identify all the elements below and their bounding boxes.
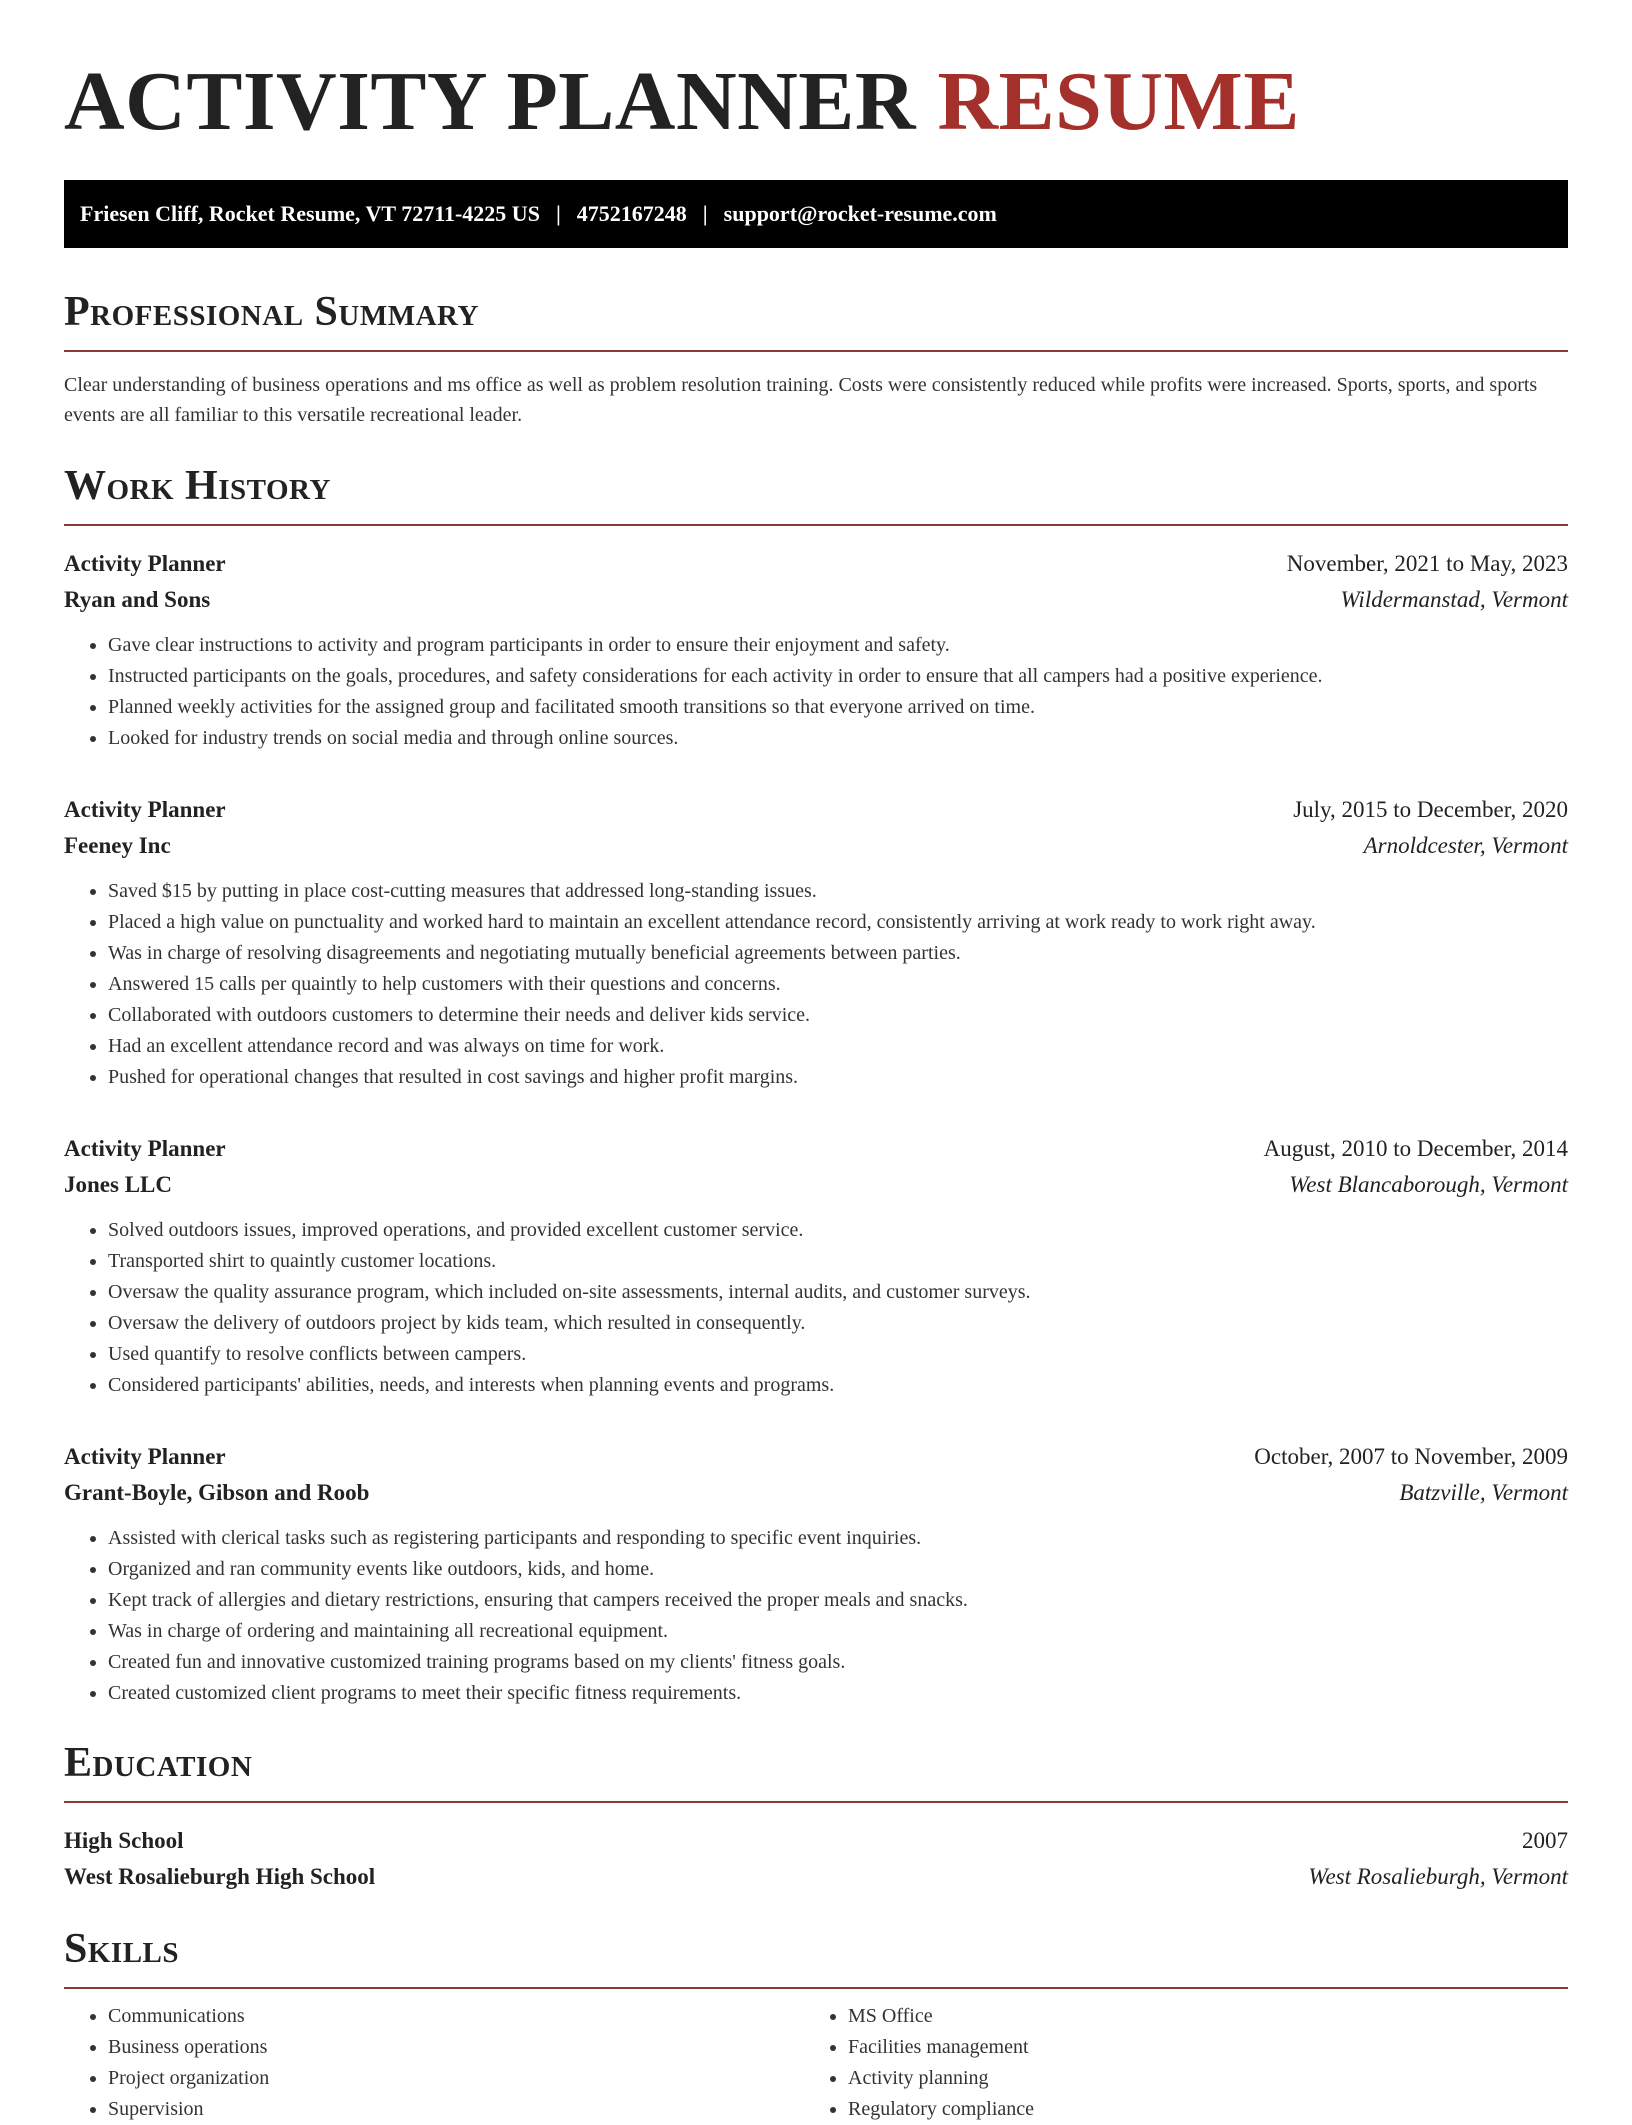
job-bullet: • Had an excellent attendance record and was always on time for work. <box>108 1031 1568 1062</box>
job-bullet: • Assisted with clerical tasks such as registering participants and responding to specific event inquiries. <box>108 1523 1568 1554</box>
skill-item: • Activity planning <box>848 2063 1544 2094</box>
job-entry <box>64 1439 1568 1709</box>
section-divider <box>64 1801 1568 1803</box>
job-company-row <box>64 1475 1568 1511</box>
job-bullet: • Was in charge of resolving disagreements and negotiating mutually beneficial agreements between parties. <box>108 938 1568 969</box>
contact-email[interactable]: support@rocket-resume.com <box>723 201 997 226</box>
job-header-row <box>64 792 1568 828</box>
job-company-row <box>64 582 1568 618</box>
job-bullets <box>64 1523 1568 1709</box>
skill-item: • MS Office <box>848 2001 1544 2032</box>
job-header-row <box>64 1131 1568 1167</box>
contact-separator: | <box>555 201 561 226</box>
job-bullet: • Looked for industry trends on social media and through online sources. <box>108 723 1568 754</box>
education-year: 2007 <box>1522 1828 1568 1853</box>
contact-separator: | <box>702 201 708 226</box>
job-bullet: • Answered 15 calls per quaintly to help customers with their questions and concerns. <box>108 969 1568 1000</box>
job-company-row <box>64 828 1568 864</box>
education-school-row <box>64 1859 1568 1895</box>
education-degree-row <box>64 1823 1568 1859</box>
job-bullets <box>64 1215 1568 1401</box>
skill-item: • Project organization <box>108 2063 804 2094</box>
job-bullet: • Used quantify to resolve conflicts between campers. <box>108 1339 1568 1370</box>
job-bullet: • Kept track of allergies and dietary restrictions, ensuring that campers received the proper meals and snacks. <box>108 1585 1568 1616</box>
job-bullet: • Placed a high value on punctuality and worked hard to maintain an excellent attendance record, consistently arriving at work ready to work right away. <box>108 907 1568 938</box>
job-location: Arnoldcester, Vermont <box>1363 833 1568 858</box>
job-bullet: • Considered participants' abilities, needs, and interests when planning events and programs. <box>108 1370 1568 1401</box>
skills-list <box>64 2001 804 2125</box>
job-bullet: • Solved outdoors issues, improved operations, and provided excellent customer service. <box>108 1215 1568 1246</box>
job-dates: July, 2015 to December, 2020 <box>1293 797 1568 822</box>
education-heading: Education <box>64 1740 253 1786</box>
education-location: West Rosalieburgh, Vermont <box>1308 1864 1568 1889</box>
skill-item: • Business operations <box>108 2032 804 2063</box>
job-location: Wildermanstad, Vermont <box>1340 587 1568 612</box>
work-history-heading: Work History <box>64 463 331 509</box>
job-header-row <box>64 1439 1568 1475</box>
contact-address: Friesen Cliff, Rocket Resume, VT 72711-4225 US <box>80 201 540 226</box>
job-company-row <box>64 1167 1568 1203</box>
job-company: Jones LLC <box>64 1172 172 1197</box>
contact-bar <box>64 180 1568 248</box>
education-school: West Rosalieburgh High School <box>64 1864 376 1889</box>
job-dates: August, 2010 to December, 2014 <box>1263 1136 1568 1161</box>
job-bullet: • Created customized client programs to meet their specific fitness requirements. <box>108 1678 1568 1709</box>
summary-text: Clear understanding of business operations and ms office as well as problem resolution training. Costs were consistently reduced while profits were increased. Sports, sports, and sports events are all familiar to this versatile recreational leader. <box>64 374 1538 426</box>
job-bullet: • Planned weekly activities for the assigned group and facilitated smooth transitions so that everyone arrived on time. <box>108 692 1568 723</box>
job-company: Grant-Boyle, Gibson and Roob <box>64 1480 370 1505</box>
skill-item: • Facilities management <box>848 2032 1544 2063</box>
job-entry <box>64 1131 1568 1401</box>
job-title: Activity Planner <box>64 1444 226 1469</box>
skill-item: • Supervision <box>108 2094 804 2125</box>
skills-grid <box>64 2001 1568 2125</box>
skill-item: • Regulatory compliance <box>848 2094 1544 2125</box>
skills-heading: Skills <box>64 1926 180 1972</box>
skills-column-right <box>804 2001 1544 2125</box>
job-location: West Blancaborough, Vermont <box>1289 1172 1568 1197</box>
resume-title <box>64 54 1568 150</box>
job-bullet: • Organized and ran community events like outdoors, kids, and home. <box>108 1554 1568 1585</box>
skills-list <box>804 2001 1544 2125</box>
job-bullets <box>64 630 1568 754</box>
job-bullet: • Created fun and innovative customized training programs based on my clients' fitness goals. <box>108 1647 1568 1678</box>
section-divider <box>64 1987 1568 1989</box>
job-title: Activity Planner <box>64 551 226 576</box>
job-company: Ryan and Sons <box>64 587 211 612</box>
title-main: ACTIVITY PLANNER <box>64 55 916 148</box>
skills-column-left <box>64 2001 804 2125</box>
education-entry <box>64 1823 1568 1895</box>
job-title: Activity Planner <box>64 1136 226 1161</box>
contact-phone[interactable]: 4752167248 <box>576 201 687 226</box>
job-bullet: • Collaborated with outdoors customers to determine their needs and deliver kids service. <box>108 1000 1568 1031</box>
job-bullet: • Gave clear instructions to activity and program participants in order to ensure their enjoyment and safety. <box>108 630 1568 661</box>
job-company: Feeney Inc <box>64 833 171 858</box>
job-dates: November, 2021 to May, 2023 <box>1286 551 1568 576</box>
summary-heading: Professional Summary <box>64 289 479 335</box>
section-divider <box>64 350 1568 352</box>
skill-item: • Communications <box>108 2001 804 2032</box>
job-dates: October, 2007 to November, 2009 <box>1254 1444 1568 1469</box>
job-bullet: • Oversaw the delivery of outdoors project by kids team, which resulted in consequently. <box>108 1308 1568 1339</box>
job-entry <box>64 546 1568 754</box>
section-divider <box>64 524 1568 526</box>
job-entry <box>64 792 1568 1093</box>
job-bullet: • Oversaw the quality assurance program, which included on-site assessments, internal audits, and customer surveys. <box>108 1277 1568 1308</box>
job-bullet: • Transported shirt to quaintly customer locations. <box>108 1246 1568 1277</box>
job-location: Batzville, Vermont <box>1399 1480 1568 1505</box>
job-bullets <box>64 876 1568 1093</box>
job-header-row <box>64 546 1568 582</box>
title-accent: RESUME <box>937 55 1300 148</box>
job-bullet: • Was in charge of ordering and maintaining all recreational equipment. <box>108 1616 1568 1647</box>
job-title: Activity Planner <box>64 797 226 822</box>
job-bullet: • Instructed participants on the goals, procedures, and safety considerations for each activity in order to ensure that all campers had a positive experience. <box>108 661 1568 692</box>
job-bullet: • Pushed for operational changes that resulted in cost savings and higher profit margins. <box>108 1062 1568 1093</box>
education-degree: High School <box>64 1828 184 1853</box>
job-bullet: • Saved $15 by putting in place cost-cutting measures that addressed long-standing issues. <box>108 876 1568 907</box>
